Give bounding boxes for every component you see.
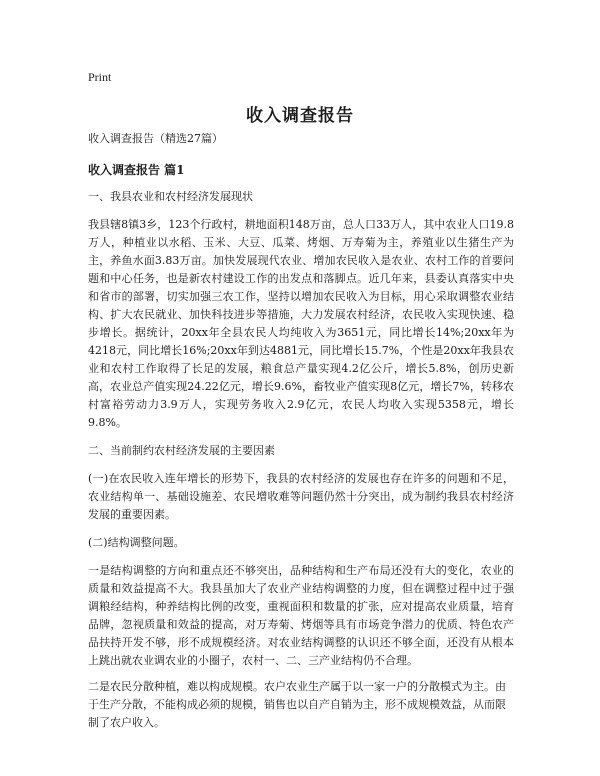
paragraph-status: 我县辖8镇3乡，123个行政村，耕地面积148万亩，总人口33万人，其中农业人口19.8万人，种植业以水稻、玉米、大豆、瓜菜、烤烟、万寿菊为主，养殖业以生猪生产为主，养鱼水面3.83万亩。加快发展现代农业、增加农民收入是农业、农村工作的首要问题和中心任务，也是新农村建设工作的出发点和落脚点。近几年来，县委认真落实中央和省市的部署，切实加强三农工作，坚持以增加农民收入为目标，用心采取调整农业结构、扩大农民就业、加快科技进步等措施，大力发展农村经济，农民收入实现快速、稳步增长。据统计，20xx年全县农民人均纯收入为3651元，同比增长14%;20xx年为4218元，同比增长16%;20xx年到达4881元，同比增长15.7%，个性是20xx年我县农业和农村工作取得了长足的发展，粮食总产量实现4.2亿公斤，增长5.8%，创历史新高，农业总产值实现24.22亿元，增长9.6%，畜牧业产值实现8亿元，增长7%，转移农村富裕劳动力3.9万人，实现劳务收入2.9亿元，农民人均收入实现5358元，增长9.8%。 [88, 218, 514, 429]
heading-development-status: 一、我县农业和农村经济发展现状 [88, 190, 253, 203]
print-link[interactable]: Print [88, 70, 112, 84]
paragraph-scattered-planting: 二是农民分散种植，难以构成规模。农户农业生产属于以一家一户的分散模式为主。由于生产分散，不能构成必须的规模，销售也以自产自销为主，形不成规模效益，从而限制了农户收入。 [88, 680, 506, 729]
heading-constraints: 二、当前制约农村经济发展的主要因素 [88, 444, 275, 457]
document-subtitle: 收入调查报告（精选27篇） [88, 132, 223, 145]
paragraph-structure: 一是结构调整的方向和重点还不够突出，品种结构和生产布局还没有大的变化，农业的质量和效益提高不大。我县虽加大了农业产业结构调整的力度，但在调整过程中过于强调粮经结构，种养结构比例的改变，重视面积和数量的扩张，应对提高农业质量，培育品牌，忽视质量和效益的提高，对万寿菊、烤烟等具有市场竞争潜力的优质、特色农产品扶持开发不够，形不成规模经济。对农业结构调整的认识还不够全面，还没有从根本上跳出就农业调农业的小圈子，农村一、二、三产业结构仍不合理。 [88, 564, 514, 667]
document-body [88, 130, 514, 732]
heading-structure-adjustment: (二)结构调整问题。 [88, 536, 185, 549]
paragraph-constraints: (一)在农民收入连年增长的形势下，我县的农村经济的发展也存在许多的问题和不足，农业结构单一、基础设施差、农民增收难等问题仍然十分突出，成为制约我县农村经济发展的重要因素。 [88, 472, 514, 521]
page-title: 收入调查报告 [246, 106, 354, 126]
section-title: 收入调查报告 篇1 [88, 163, 185, 177]
